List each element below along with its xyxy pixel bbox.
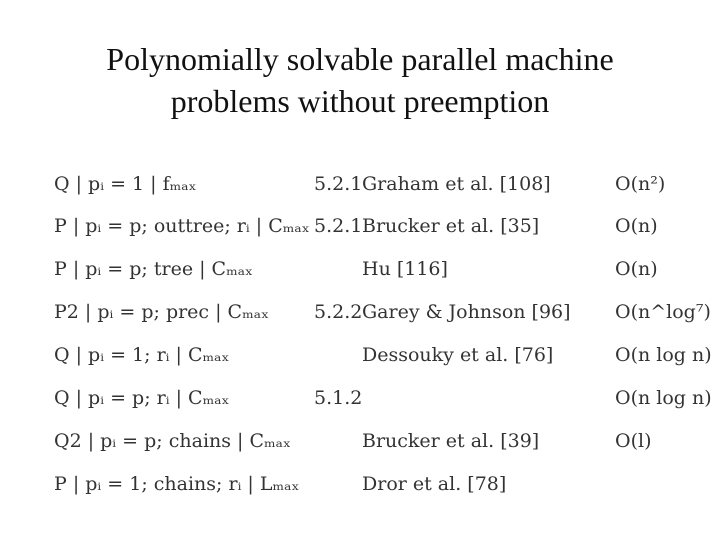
complexity-cell: O(n)	[615, 258, 658, 280]
section-cell: 5.2.2	[314, 301, 363, 323]
complexity-cell: O(n log n)	[615, 387, 712, 409]
table-row	[0, 301, 720, 341]
complexity-cell: O(n²)	[615, 173, 666, 195]
reference-cell: Graham et al. [108]	[362, 173, 551, 195]
problem-cell: Q | pᵢ = p; rᵢ | Cₘₐₓ	[54, 387, 230, 409]
complexity-cell: O(n^log⁷)	[615, 301, 711, 323]
section-cell: 5.1.2	[314, 387, 363, 409]
reference-cell: Brucker et al. [35]	[362, 215, 540, 237]
problem-cell: Q | pᵢ = 1; rᵢ | Cₘₐₓ	[54, 344, 230, 366]
complexity-cell: O(l)	[615, 430, 652, 452]
table-row	[0, 344, 720, 384]
problem-cell: Q | pᵢ = 1 | fₘₐₓ	[54, 173, 197, 195]
table-row	[0, 387, 720, 427]
complexity-cell: O(n)	[615, 215, 658, 237]
table-row	[0, 215, 720, 255]
problem-cell: P | pᵢ = p; tree | Cₘₐₓ	[54, 258, 254, 280]
title-line-2: problems without preemption	[170, 83, 550, 119]
complexity-cell: O(n log n)	[615, 344, 712, 366]
table-row	[0, 430, 720, 470]
problem-cell: P | pᵢ = p; outtree; rᵢ | Cₘₐₓ	[54, 215, 310, 237]
problem-cell: P | pᵢ = 1; chains; rᵢ | Lₘₐₓ	[54, 473, 300, 495]
table-row	[0, 258, 720, 298]
section-cell: 5.2.1	[314, 173, 363, 195]
reference-cell: Brucker et al. [39]	[362, 430, 540, 452]
problem-cell: P2 | pᵢ = p; prec | Cₘₐₓ	[54, 301, 270, 323]
title-line-1: Polynomially solvable parallel machine	[106, 41, 614, 77]
table-row	[0, 173, 720, 213]
section-cell: 5.2.1	[314, 215, 363, 237]
reference-cell: Hu [116]	[362, 258, 448, 280]
reference-cell: Garey & Johnson [96]	[362, 301, 571, 323]
table-row	[0, 473, 720, 513]
slide-title	[0, 38, 720, 122]
reference-cell: Dessouky et al. [76]	[362, 344, 554, 366]
problem-cell: Q2 | pᵢ = p; chains | Cₘₐₓ	[54, 430, 292, 452]
reference-cell: Dror et al. [78]	[362, 473, 507, 495]
